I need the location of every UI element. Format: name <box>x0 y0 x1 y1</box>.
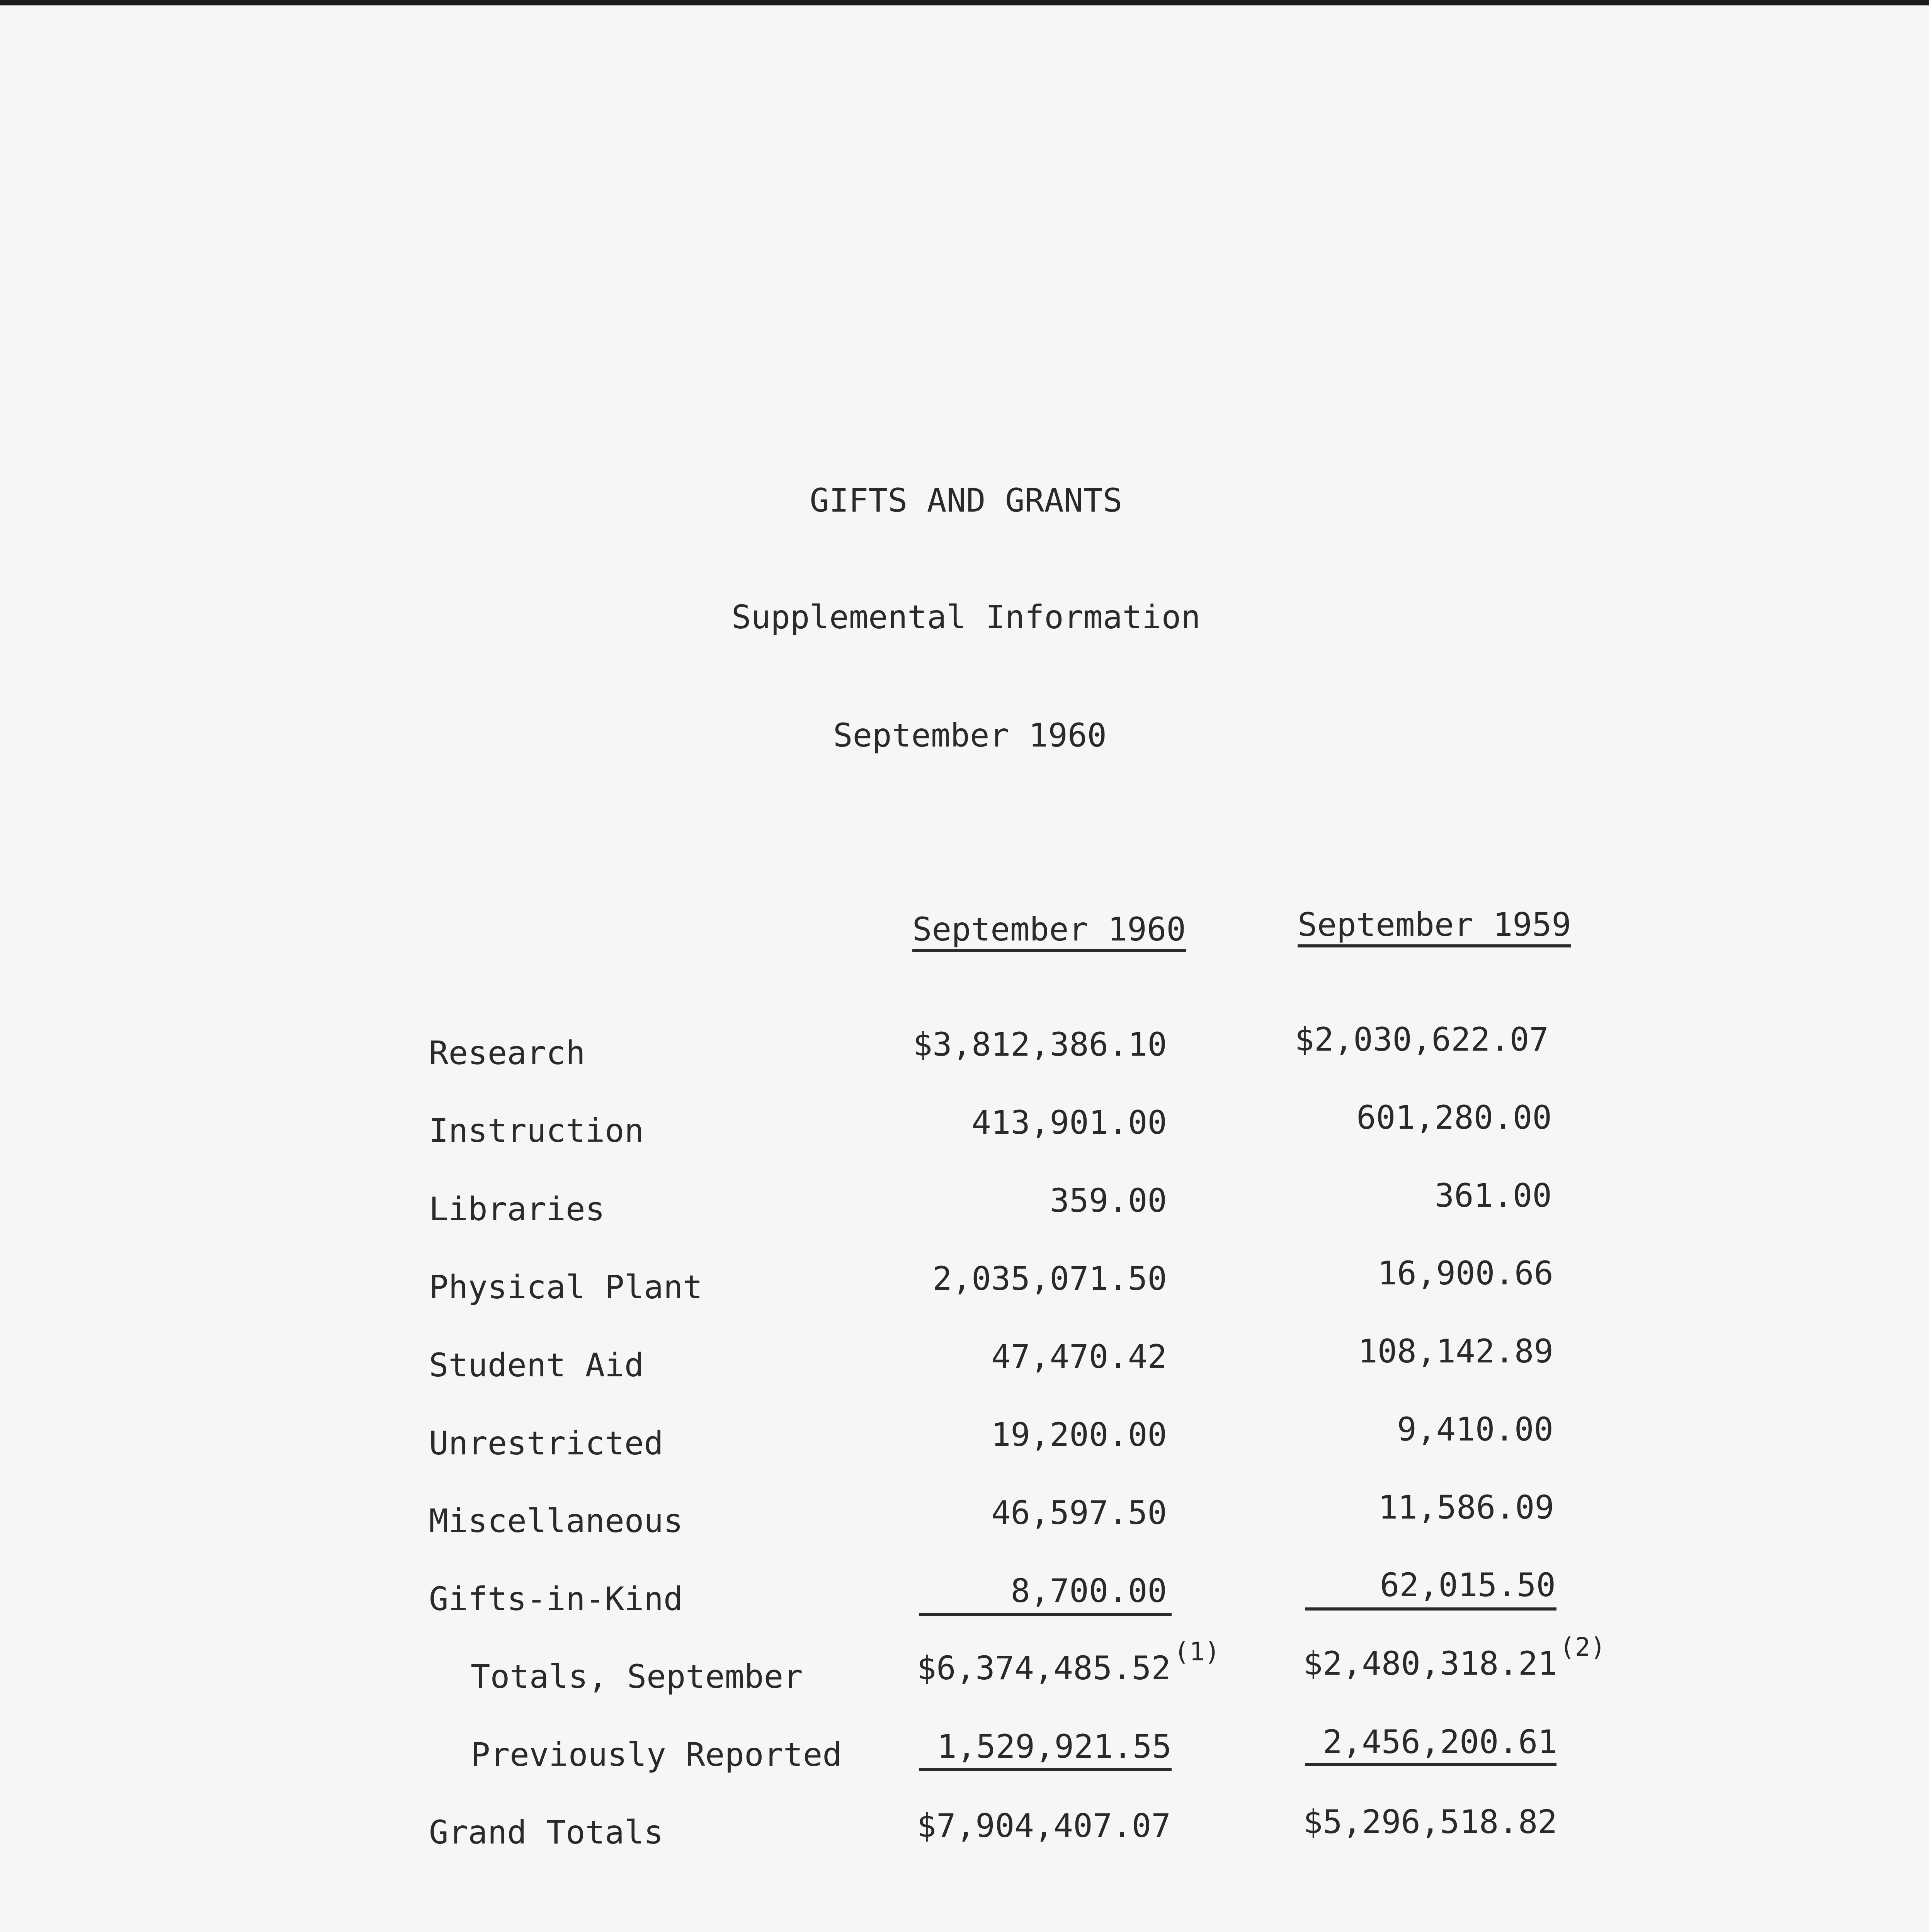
value-1959-student-aid: 108,142.89 <box>1358 1332 1553 1370</box>
row-label-research: Research <box>429 1034 585 1072</box>
row-label-totals-september: Totals, September <box>471 1658 803 1696</box>
row-label-physical-plant: Physical Plant <box>429 1268 703 1306</box>
row-label-grand-totals: Grand Totals <box>429 1813 663 1851</box>
page-title: GIFTS AND GRANTS <box>810 481 1123 519</box>
row-label-libraries: Libraries <box>429 1190 605 1228</box>
value-1959-totals-september: $2,480,318.21 <box>1303 1645 1557 1682</box>
value-1959-gifts-in-kind: 62,015.50 <box>1380 1566 1556 1604</box>
footnote-marker-1960: (1) <box>1174 1637 1220 1667</box>
value-1960-grand-totals: $7,904,407.07 <box>917 1807 1171 1845</box>
total-rule-1960 <box>919 1768 1172 1771</box>
value-1960-physical-plant: 2,035,071.50 <box>932 1260 1167 1298</box>
total-rule-1959 <box>1305 1763 1556 1766</box>
subtotal-rule-1960 <box>919 1613 1172 1616</box>
value-1959-instruction: 601,280.00 <box>1356 1099 1552 1136</box>
value-1959-physical-plant: 16,900.66 <box>1377 1254 1553 1292</box>
row-label-previously-reported: Previously Reported <box>471 1736 842 1774</box>
value-1959-previously-reported: 2,456,200.61 <box>1323 1723 1557 1761</box>
value-1960-totals-september: $6,374,485.52 <box>917 1649 1171 1687</box>
value-1960-research: $3,812,386.10 <box>913 1026 1167 1063</box>
value-1959-unrestricted: 9,410.00 <box>1397 1410 1553 1448</box>
top-border <box>0 0 1929 5</box>
value-1960-instruction: 413,901.00 <box>971 1104 1167 1141</box>
value-1960-miscellaneous: 46,597.50 <box>991 1494 1167 1532</box>
column-header-1960: September 1960 <box>912 910 1186 948</box>
value-1960-student-aid: 47,470.42 <box>991 1338 1167 1376</box>
row-label-unrestricted: Unrestricted <box>429 1424 663 1462</box>
row-label-gifts-in-kind: Gifts-in-Kind <box>429 1580 683 1618</box>
value-1959-grand-totals: $5,296,518.82 <box>1303 1803 1557 1841</box>
value-1960-libraries: 359.00 <box>1050 1182 1167 1219</box>
page-date: September 1960 <box>833 716 1107 754</box>
subtotal-rule-1959 <box>1305 1607 1556 1611</box>
row-label-student-aid: Student Aid <box>429 1346 644 1384</box>
value-1959-libraries: 361.00 <box>1434 1177 1552 1214</box>
footnote-marker-1959: (2) <box>1560 1632 1606 1662</box>
value-1960-unrestricted: 19,200.00 <box>991 1416 1167 1454</box>
page-subtitle: Supplemental Information <box>731 598 1201 636</box>
row-label-miscellaneous: Miscellaneous <box>429 1502 683 1540</box>
row-label-instruction: Instruction <box>429 1112 644 1150</box>
value-1960-previously-reported: 1,529,921.55 <box>937 1728 1172 1765</box>
value-1960-gifts-in-kind: 8,700.00 <box>1010 1572 1167 1610</box>
column-header-1959: September 1959 <box>1297 906 1572 944</box>
value-1959-miscellaneous: 11,586.09 <box>1378 1488 1554 1526</box>
value-1959-research: $2,030,622.07 <box>1295 1020 1549 1058</box>
